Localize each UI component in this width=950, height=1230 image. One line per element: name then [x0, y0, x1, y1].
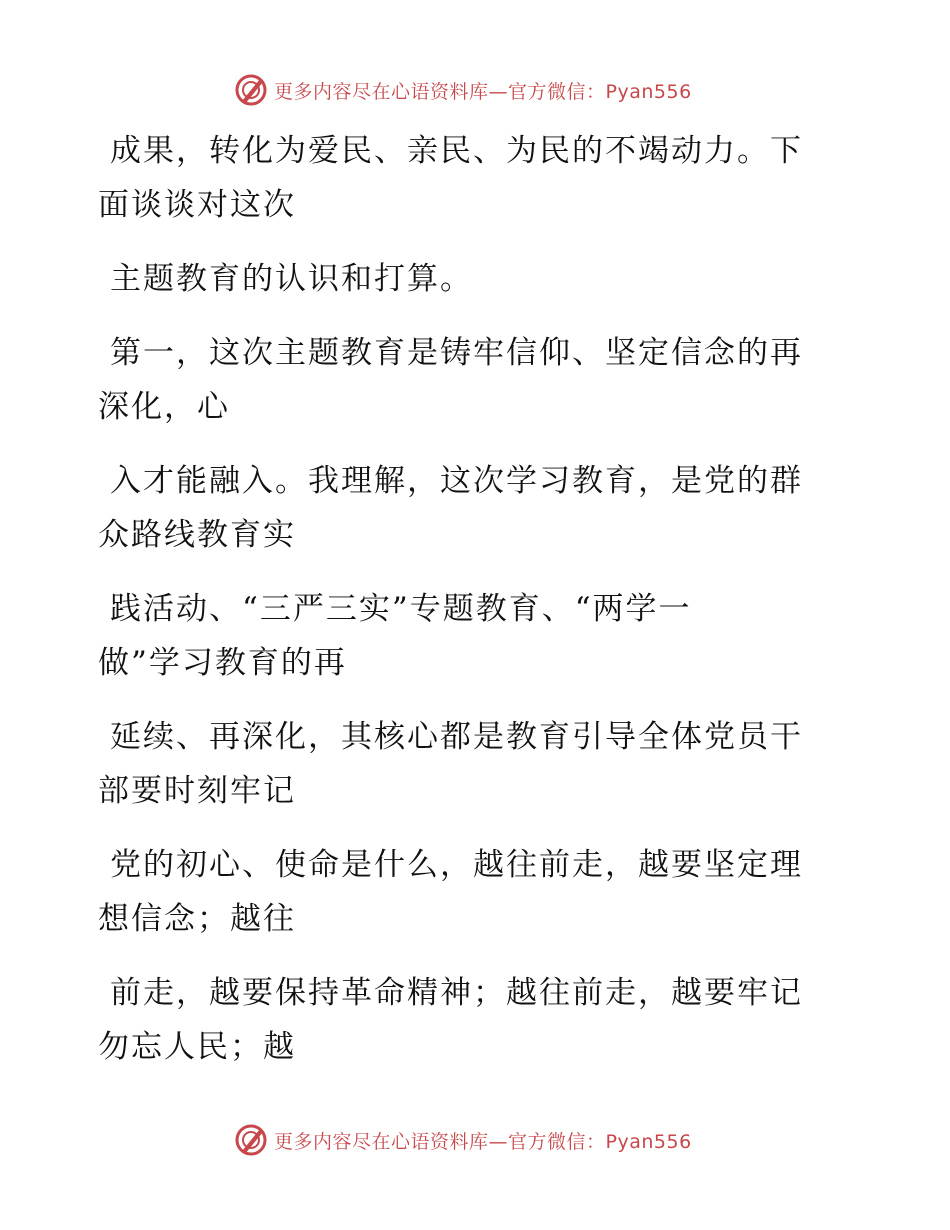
footer-watermark-banner — [234, 1122, 692, 1158]
text-line: 前走，越要保持革命精神；越往前走，越要牢记 — [110, 975, 803, 1011]
paragraph — [98, 124, 838, 232]
paragraph — [98, 454, 838, 562]
text-line: 众路线教育实 — [98, 517, 296, 553]
text-line: 想信念；越往 — [98, 901, 296, 937]
paragraph — [98, 582, 838, 690]
text-line: 主题教育的认识和打算。 — [110, 261, 473, 297]
text-line: 做”学习教育的再 — [98, 645, 347, 681]
text-line: 勿忘人民；越 — [98, 1029, 296, 1065]
paragraph — [98, 710, 838, 818]
paragraph — [98, 326, 838, 434]
text-line: 面谈谈对这次 — [98, 187, 296, 223]
pen-logo-icon — [234, 73, 268, 107]
pen-logo-icon — [234, 1123, 268, 1157]
document-body — [98, 124, 838, 1094]
text-line: 深化，心 — [98, 389, 230, 425]
text-line: 延续、再深化，其核心都是教育引导全体党员干 — [110, 719, 803, 755]
paragraph — [98, 966, 838, 1074]
paragraph — [98, 252, 838, 306]
text-line: 成果，转化为爱民、亲民、为民的不竭动力。下 — [110, 133, 803, 169]
header-watermark-banner — [234, 72, 692, 108]
paragraph — [98, 838, 838, 946]
footer-banner-text: 更多内容尽在心语资料库—官方微信：Pyan556 — [274, 1130, 692, 1153]
text-line: 入才能融入。我理解，这次学习教育，是党的群 — [110, 463, 803, 499]
text-line: 第一，这次主题教育是铸牢信仰、坚定信念的再 — [110, 335, 803, 371]
text-line: 践活动、“三严三实”专题教育、“两学一 — [110, 591, 692, 627]
text-line: 党的初心、使命是什么，越往前走，越要坚定理 — [110, 847, 803, 883]
header-banner-text: 更多内容尽在心语资料库—官方微信：Pyan556 — [274, 80, 692, 103]
text-line: 部要时刻牢记 — [98, 773, 296, 809]
